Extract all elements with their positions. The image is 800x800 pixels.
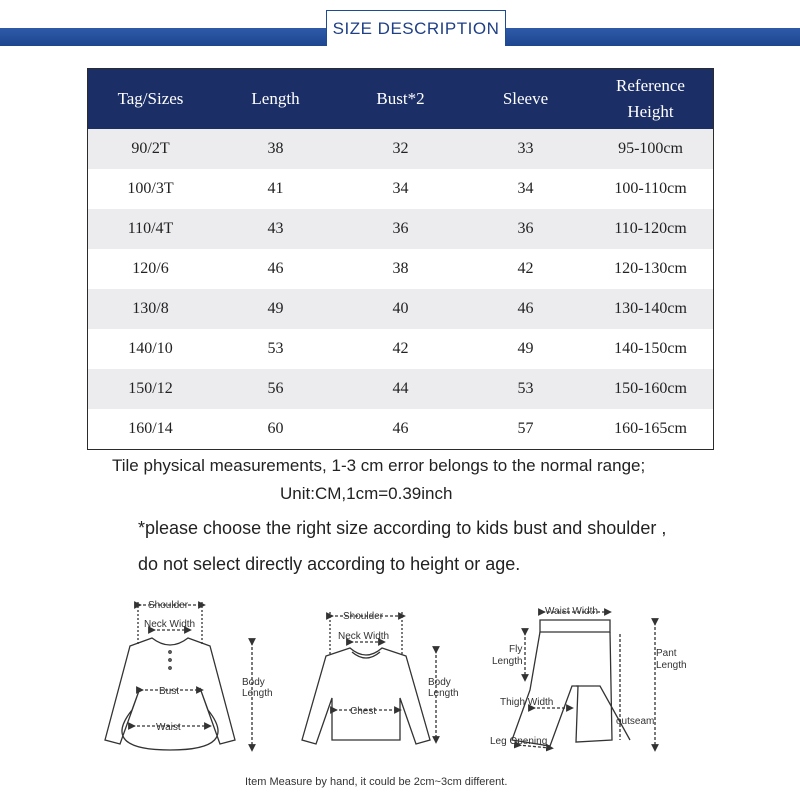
shirt-neck-label: Neck Width xyxy=(338,631,390,642)
table-cell: 95-100cm xyxy=(588,129,713,169)
table-header-cell: Tag/Sizes xyxy=(88,69,213,129)
table-cell: 56 xyxy=(213,369,338,409)
table-cell: 38 xyxy=(213,129,338,169)
table-cell: 160-165cm xyxy=(588,409,713,449)
table-cell: 53 xyxy=(213,329,338,369)
shirt-body-label: Body xyxy=(428,677,451,688)
table-cell: 32 xyxy=(338,129,463,169)
table-cell: 110-120cm xyxy=(588,209,713,249)
table-row xyxy=(88,249,713,289)
table-cell: 36 xyxy=(463,209,588,249)
table-row xyxy=(88,209,713,249)
table-cell: 46 xyxy=(213,249,338,289)
note-measurement-error: Tile physical measurements, 1-3 cm error belongs to the normal range; xyxy=(112,456,646,475)
note-unit: Unit:CM,1cm=0.39inch xyxy=(280,484,453,503)
table-row xyxy=(88,409,713,449)
shirt-length-label: Length xyxy=(428,688,459,699)
table-cell: 100-110cm xyxy=(588,169,713,209)
table-header-cell: Reference Height xyxy=(588,69,713,129)
table-header-row xyxy=(88,69,713,129)
dress-body-label: Body xyxy=(242,677,265,688)
table-cell: 33 xyxy=(463,129,588,169)
dress-waist-label: Waist xyxy=(156,722,181,733)
table-cell: 40 xyxy=(338,289,463,329)
measurement-diagrams xyxy=(100,590,700,765)
dress-bust-label: Bust xyxy=(159,686,180,697)
note-height-age: do not select directly according to height or age. xyxy=(138,554,521,574)
pants-leg-label: Leg Opening xyxy=(490,736,548,747)
dress-neck-label: Neck Width xyxy=(144,619,196,630)
table-header-cell: Bust*2 xyxy=(338,69,463,129)
table-cell: 160/14 xyxy=(88,409,213,449)
table-cell: 130-140cm xyxy=(588,289,713,329)
table-cell: 140/10 xyxy=(88,329,213,369)
pants-fly-label: Fly xyxy=(509,644,523,655)
table-cell: 110/4T xyxy=(88,209,213,249)
table-cell: 90/2T xyxy=(88,129,213,169)
table-cell: 46 xyxy=(463,289,588,329)
table-cell: 42 xyxy=(338,329,463,369)
table-cell: 34 xyxy=(338,169,463,209)
table-header-cell: Sleeve xyxy=(463,69,588,129)
pants-length-label: Length xyxy=(656,660,687,671)
table-cell: 57 xyxy=(463,409,588,449)
pants-diagram xyxy=(512,612,655,748)
table-cell: 49 xyxy=(463,329,588,369)
size-table xyxy=(87,68,714,450)
table-cell: 42 xyxy=(463,249,588,289)
pants-pant-label: Pant xyxy=(656,648,677,659)
table-body xyxy=(88,129,713,449)
table-cell: 120/6 xyxy=(88,249,213,289)
table-cell: 46 xyxy=(338,409,463,449)
pants-outseam-label: outseam xyxy=(616,716,655,727)
table-cell: 150/12 xyxy=(88,369,213,409)
dress-length-label: Length xyxy=(242,688,273,699)
table-cell: 34 xyxy=(463,169,588,209)
table-cell: 140-150cm xyxy=(588,329,713,369)
pants-thigh-label: Thigh Width xyxy=(500,697,554,708)
table-cell: 38 xyxy=(338,249,463,289)
table-cell: 60 xyxy=(213,409,338,449)
table-cell: 53 xyxy=(463,369,588,409)
table-row xyxy=(88,169,713,209)
table-cell: 150-160cm xyxy=(588,369,713,409)
table-cell: 44 xyxy=(338,369,463,409)
pants-waist-label: Waist Width xyxy=(545,606,598,617)
shirt-chest-label: Chest xyxy=(350,706,377,717)
table-row xyxy=(88,289,713,329)
table-cell: 36 xyxy=(338,209,463,249)
banner-title: SIZE DESCRIPTION xyxy=(326,10,506,46)
table-cell: 43 xyxy=(213,209,338,249)
table-row xyxy=(88,369,713,409)
table-cell: 100/3T xyxy=(88,169,213,209)
table-row xyxy=(88,129,713,169)
pants-fly-length-label: Length xyxy=(492,656,523,667)
shirt-shoulder-label: Shoulder xyxy=(343,611,384,622)
footer-note: Item Measure by hand, it could be 2cm~3cm different. xyxy=(245,776,508,788)
table-cell: 41 xyxy=(213,169,338,209)
table-header-cell: Length xyxy=(213,69,338,129)
note-choose-size: *please choose the right size according to kids bust and shoulder , xyxy=(138,518,667,538)
table-cell: 130/8 xyxy=(88,289,213,329)
table-cell: 120-130cm xyxy=(588,249,713,289)
table-cell: 49 xyxy=(213,289,338,329)
table-row xyxy=(88,329,713,369)
dress-shoulder-label: Shoulder xyxy=(148,600,189,611)
